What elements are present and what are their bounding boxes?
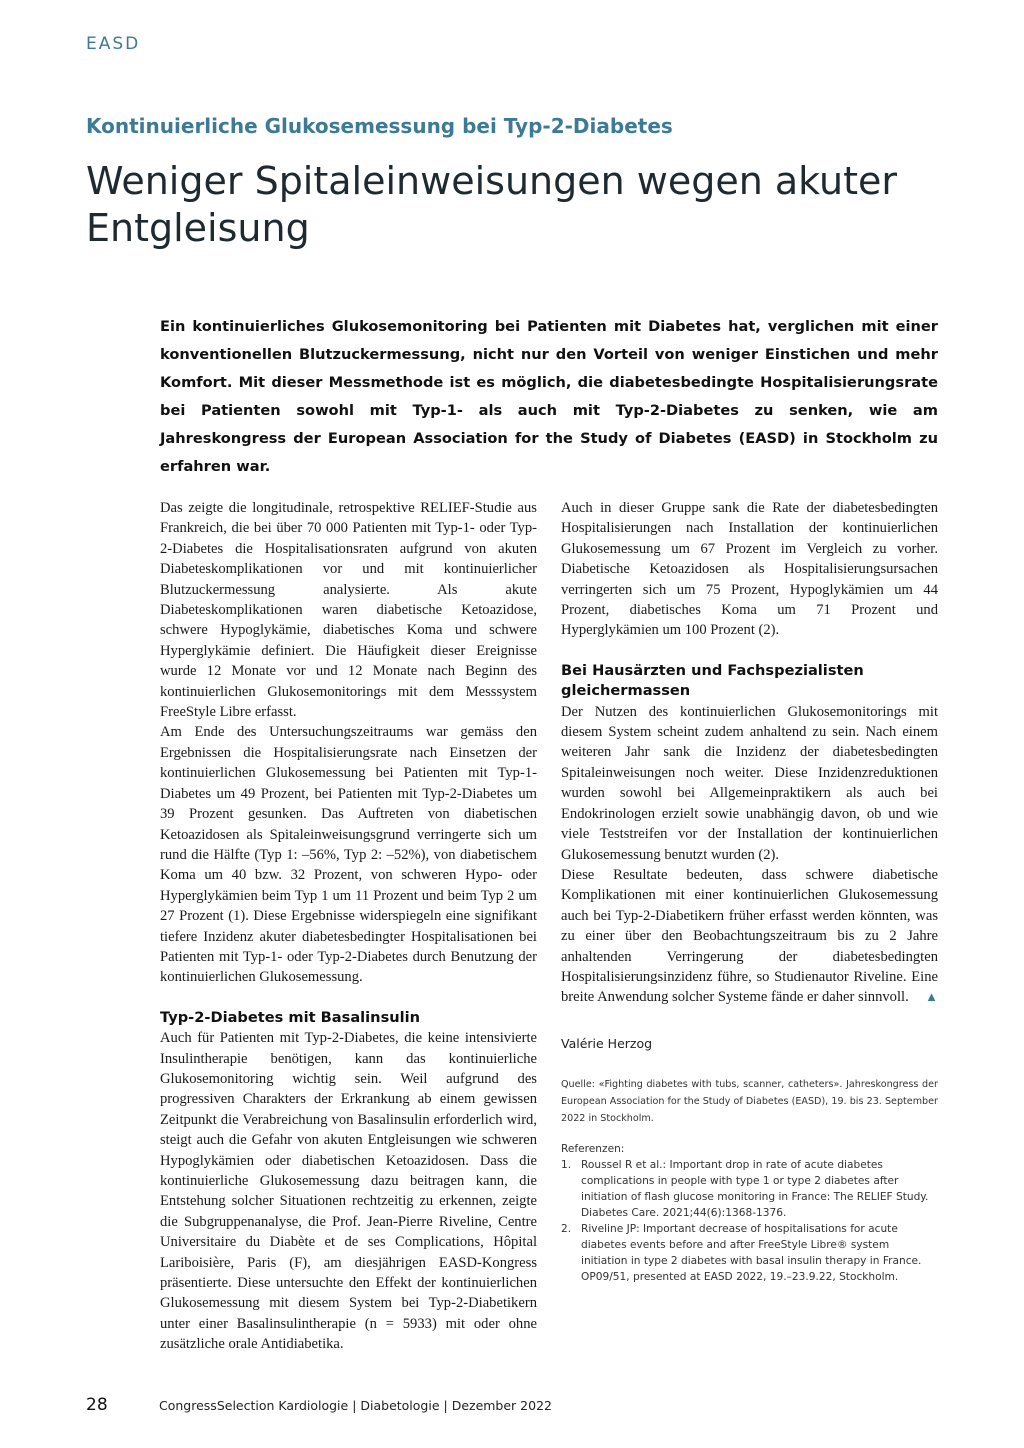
subheading: Typ-2-Diabetes mit Basalinsulin: [160, 1008, 421, 1026]
reference-item: [561, 1157, 938, 1221]
body-paragraph-text: Diese Resultate bedeuten, dass schwere diabetische Komplikationen mit einer kontinuierlichen Glukosemessung auch bei Typ-2-Diabetikern früher erfasst werden könnten, was zu einer über den Beobachtungszeitraum bis zu 2 Jahre anhaltenden Verringerung der diabetesbedingten Hospitalisierungsinzidenz führe, so Studienautor Riveline. Eine breite Anwendung solcher Systeme fände er daher sinnvoll.: [561, 866, 938, 1006]
reference-item: [561, 1221, 938, 1285]
section-tag: EASD: [86, 34, 141, 54]
article-title: Weniger Spitaleinweisungen wegen akuter Entgleisung: [86, 159, 898, 250]
reference-number: 2.: [561, 1223, 572, 1236]
running-footer: CongressSelection Kardiologie | Diabetologie | Dezember 2022: [159, 1398, 552, 1413]
references-heading: Referenzen:: [561, 1143, 625, 1156]
body-paragraph-final: [561, 865, 938, 1008]
reference-text: Roussel R et al.: Important drop in rate of acute diabetes complications in people with type 1 or type 2 diabetes after initiation of flash glucose monitoring in France: The RELIEF Study. Diabetes Care. 2021;44(6):1368-1376.: [581, 1159, 929, 1220]
body-paragraph: Auch in dieser Gruppe sank die Rate der diabetesbedingten Hospitalisierungen nach Installation der kontinuierlichen Glukosemessung um 67 Prozent im Vergleich zu vorher. Diabetische Ketoazidosen als Hospitalisierungsursachen verringerten sich um 75 Prozent, Hypoglykämien um 44 Prozent, diabetisches Koma um 71 Prozent und Hyperglykämien um 100 Prozent (2).: [561, 500, 938, 639]
article-kicker: Kontinuierliche Glukosemessung bei Typ-2-Diabetes: [86, 114, 673, 138]
body-paragraph: Auch für Patienten mit Typ-2-Diabetes, die keine intensivierte Insulintherapie benötigen, kann das kontinuierliche Glukosemonitoring wichtig sein. Weil aufgrund des progressiven Charakters der Erkrankung ab einem gewissen Zeitpunkt die Verabreichung von Basalinsulin erforderlich wird, steigt auch die Gefahr von akuten Entgleisungen wie schweren Hypoglykämien oder diabetischen Ketoazidosen. Dass die kontinuierliche Glukosemessung dazu beitragen kann, die Entstehung solcher Situationen rechtzeitig zu erkennen, zeigte die Subgruppenanalyse, die Prof. Jean-Pierre Riveline, Centre Universitaire du Diabète et de ses Complications, Hôpital Lariboisière, Paris (F), am diesjährigen EASD-Kongress präsentierte. Diese untersuchte den Effekt der kontinuierlichen Glukosemessung mit diesem System bei Typ-2-Diabetikern unter einer Basalinsulintherapie (n = 5933) mit oder ohne zusätzliche orale Antidiabetika.: [160, 1030, 537, 1353]
source-note: Quelle: «Fighting diabetes with tubs, scanner, catheters». Jahreskongress der European Association for the Study of Diabetes (EASD), 19. bis 23. September 2022 in Stockholm.: [561, 1079, 938, 1125]
body-paragraph: Der Nutzen des kontinuierlichen Glukosemonitorings mit diesem System scheint zudem anhaltend zu sein. Nach einem weiteren Jahr sank die Inzidenz der diabetesbedingten Spitaleinweisungen noch weiter. Diese Inzidenzreduktionen wurden sowohl bei Allgemeinpraktikern als auch bei Endokrinologen erzielt sowie unabhängig davon, ob und wie viele Teststreifen vor der Installation der kontinuierlichen Glukosemessung benutzt wurden (2).: [561, 703, 938, 863]
body-column-left: [160, 498, 537, 1355]
subheading: Bei Hausärzten und Fachspezialisten gleichermassen: [561, 661, 864, 700]
body-paragraph: Am Ende des Untersuchungszeitraums war gemäss den Ergebnissen die Hospitalisierungsrate nach Einsetzen der kontinuierlichen Glukosemessung bei Patienten mit Typ-1-Diabetes um 49 Prozent, bei Patienten mit Typ-2-Diabetes um 39 Prozent gesunken. Das Auftreten von diabetischen Ketoazidosen als Spitaleinweisungsgrund verringerte sich um rund die Hälfte (Typ 1: –56%, Typ 2: –52%), von diabetischem Koma um 40 bzw. 32 Prozent, von schweren Hypo- oder Hyperglykämien beim Typ 1 um 11 Prozent und beim Typ 2 um 27 Prozent (1). Diese Ergebnisse widerspiegeln eine signifikant tiefere Inzidenz akuter diabetesbedingter Hospitalisationen bei Patienten mit Typ-1- oder Typ-2-Diabetes durch Benutzung der kontinuierlichen Glukosemessung.: [160, 724, 537, 986]
article-lead: Ein kontinuierliches Glukosemonitoring bei Patienten mit Diabetes hat, verglichen mit einer konventionellen Blutzuckermessung, nicht nur den Vorteil von weniger Einstichen und mehr Komfort. Mit dieser Messmethode ist es möglich, die diabetesbedingte Hospitalisierungsrate bei Patienten sowohl mit Typ-1- als auch mit Typ-2-Diabetes zu senken, wie am Jahreskongress der European Association for the Study of Diabetes (EASD) in Stockholm zu erfahren war.: [160, 318, 938, 475]
reference-number: 1.: [561, 1159, 572, 1172]
body-paragraph: Das zeigte die longitudinale, retrospektive RELIEF-Studie aus Frankreich, die bei über 70 000 Patienten mit Typ-1- oder Typ-2-Diabetes die Hospitalisationsraten aufgrund von akuten Diabeteskomplikationen vor und mit kontinuierlicher Blutzuckermessung analysierte. Als akute Diabeteskomplikationen waren diabetische Ketoazidose, schwere Hypoglykämie, diabetisches Koma und schwere Hyperglykämie definiert. Die Häufigkeit dieser Ereignisse wurde 12 Monate vor und 12 Monate nach Beginn des kontinuierlichen Glukosemonitorings mit dem Messsystem FreeStyle Libre erfasst.: [160, 500, 537, 721]
body-column-right: [561, 498, 938, 1285]
references-list: [561, 1157, 938, 1285]
page-number: 28: [86, 1395, 108, 1415]
reference-text: Riveline JP: Important decrease of hospitalisations for acute diabetes events before and after FreeStyle Libre® system initiation in type 2 diabetes with basal insulin therapy in France. OP09/51, presented at EASD 2022, 19.–23.9.22, Stockholm.: [581, 1223, 922, 1284]
author-byline: Valérie Herzog: [561, 1035, 653, 1051]
end-of-article-icon: ▲: [925, 989, 938, 1005]
